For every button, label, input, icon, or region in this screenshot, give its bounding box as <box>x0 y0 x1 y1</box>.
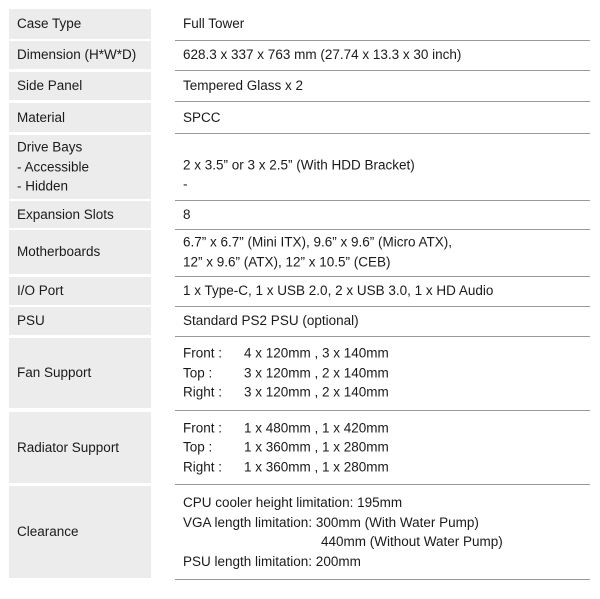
row-divider <box>175 484 590 485</box>
row-motherboards <box>0 230 600 274</box>
value-dimension: 628.3 x 337 x 763 mm (27.74 x 13.3 x 30 inch) <box>183 47 462 63</box>
radiator-front: Front : 1 x 480mm , 1 x 420mm <box>183 420 389 436</box>
clearance-vga-no-pump: 440mm (Without Water Pump) <box>321 534 503 549</box>
radiator-top: Top : 1 x 360mm , 1 x 280mm <box>183 439 389 455</box>
label-dimension: Dimension (H*W*D) <box>9 41 151 69</box>
value-radiator-support <box>175 412 590 483</box>
row-clearance <box>0 486 600 578</box>
row-divider <box>175 133 590 134</box>
label-psu: PSU <box>9 307 151 335</box>
value-case-type: Full Tower <box>183 16 245 32</box>
label-expansion-slots: Expansion Slots <box>9 201 151 228</box>
value-fan-support <box>175 338 590 408</box>
row-divider <box>175 336 590 337</box>
value-material: SPCC <box>183 109 221 125</box>
label-clearance: Clearance <box>9 486 151 578</box>
row-dimension <box>0 41 600 69</box>
row-material <box>0 103 600 132</box>
label-side-panel: Side Panel <box>9 72 151 100</box>
fan-front: Front : 4 x 120mm , 3 x 140mm <box>183 345 389 361</box>
value-motherboards: 6.7” x 6.7” (Mini ITX), 9.6” x 9.6” (Micro ATX), 12” x 9.6” (ATX), 12” x 10.5” (CEB) <box>183 234 453 269</box>
row-divider <box>175 579 590 580</box>
value-drive-bays: 2 x 3.5” or 3 x 2.5” (With HDD Bracket) - <box>183 157 415 192</box>
row-io-port <box>0 277 600 305</box>
label-radiator-support: Radiator Support <box>9 412 151 483</box>
row-divider <box>175 410 590 411</box>
label-motherboards: Motherboards <box>9 230 151 274</box>
value-io-port: 1 x Type-C, 1 x USB 2.0, 2 x USB 3.0, 1 x HD Audio <box>183 283 494 299</box>
label-material: Material <box>9 103 151 132</box>
value-psu: Standard PS2 PSU (optional) <box>183 313 359 329</box>
label-io-port: I/O Port <box>9 277 151 305</box>
row-radiator-support <box>0 412 600 483</box>
row-side-panel <box>0 72 600 100</box>
row-psu <box>0 307 600 335</box>
value-clearance <box>175 486 590 578</box>
label-drive-bays: Drive Bays - Accessible - Hidden <box>9 135 151 199</box>
clearance-psu: PSU length limitation: 200mm <box>183 553 361 569</box>
fan-top: Top : 3 x 120mm , 2 x 140mm <box>183 365 389 381</box>
row-case-type <box>0 9 600 39</box>
label-fan-support: Fan Support <box>9 338 151 408</box>
row-fan-support <box>0 338 600 408</box>
row-divider <box>175 101 590 102</box>
value-side-panel: Tempered Glass x 2 <box>183 78 304 94</box>
row-expansion-slots <box>0 201 600 228</box>
clearance-cpu: CPU cooler height limitation: 195mm <box>183 494 403 510</box>
row-drive-bays <box>0 135 600 199</box>
row-divider <box>175 70 590 71</box>
clearance-vga: VGA length limitation: 300mm (With Water Pump) <box>183 514 479 530</box>
label-case-type: Case Type <box>9 9 151 39</box>
value-expansion-slots: 8 <box>183 206 191 222</box>
radiator-right: Right : 1 x 360mm , 1 x 280mm <box>183 459 389 475</box>
fan-right: Right : 3 x 120mm , 2 x 140mm <box>183 384 389 400</box>
